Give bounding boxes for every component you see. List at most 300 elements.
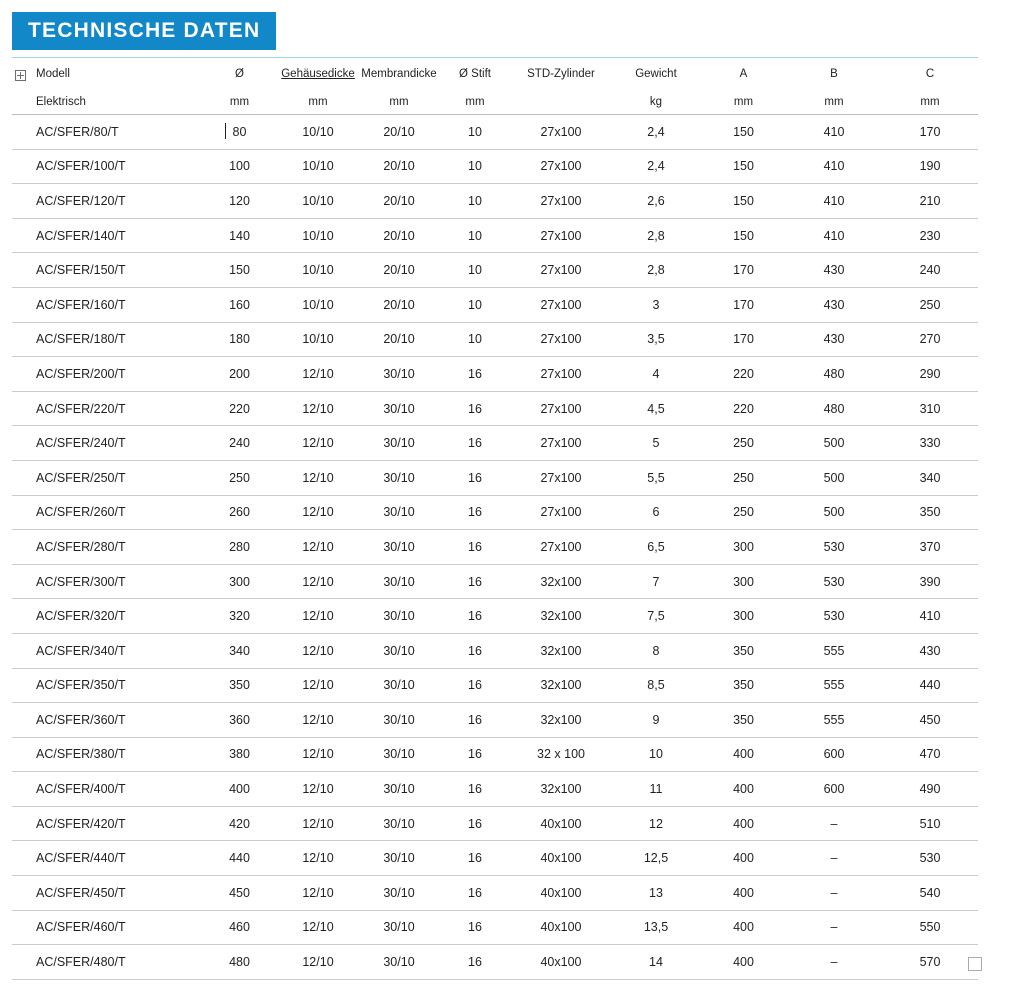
cell-value: 250 [701, 460, 786, 495]
cell-value: 10 [611, 737, 701, 772]
cell-value: – [786, 910, 882, 945]
header-top-rule [12, 57, 978, 58]
cell-modell: AC/SFER/200/T [12, 357, 202, 392]
cell-value: 350 [202, 668, 277, 703]
cell-value: 12/10 [277, 668, 359, 703]
cell-value: – [786, 841, 882, 876]
cell-value: 530 [786, 599, 882, 634]
cell-value: 12/10 [277, 737, 359, 772]
cell-value: 530 [882, 841, 978, 876]
cell-value: 190 [882, 149, 978, 184]
table-row[interactable] [12, 322, 978, 357]
cell-value: 16 [439, 357, 511, 392]
cell-value: 12/10 [277, 703, 359, 738]
cell-modell: AC/SFER/420/T [12, 806, 202, 841]
cell-value: 350 [701, 633, 786, 668]
cell-value: 10/10 [277, 253, 359, 288]
column-header-gewicht [611, 60, 701, 115]
cell-value: 40x100 [511, 841, 611, 876]
cell-value: 410 [786, 115, 882, 150]
table-row[interactable] [12, 184, 978, 219]
table-row[interactable] [12, 703, 978, 738]
column-header-b-unit: mm [824, 96, 844, 108]
cell-value: 11 [611, 772, 701, 807]
cell-value: 12/10 [277, 633, 359, 668]
cell-value: 32x100 [511, 772, 611, 807]
cell-value: 400 [701, 910, 786, 945]
cell-value: 12/10 [277, 945, 359, 980]
cell-value: 16 [439, 460, 511, 495]
cell-value: 10/10 [277, 184, 359, 219]
cell-value: 390 [882, 564, 978, 599]
cell-value: 480 [786, 391, 882, 426]
cell-modell: AC/SFER/380/T [12, 737, 202, 772]
cell-value: 300 [701, 564, 786, 599]
cell-value: 40x100 [511, 876, 611, 911]
cell-value: 16 [439, 668, 511, 703]
table-header-row [12, 60, 978, 115]
cell-value: 400 [701, 737, 786, 772]
cell-value: 550 [882, 910, 978, 945]
cell-value: 400 [701, 806, 786, 841]
cell-value: 340 [202, 633, 277, 668]
cell-value: 27x100 [511, 149, 611, 184]
cell-value: 150 [701, 149, 786, 184]
cell-value: 360 [202, 703, 277, 738]
cell-value: 2,8 [611, 218, 701, 253]
table-row[interactable] [12, 357, 978, 392]
cell-value: 16 [439, 841, 511, 876]
cell-value: 150 [202, 253, 277, 288]
cell-value: 30/10 [359, 530, 439, 565]
cell-value: 10 [439, 253, 511, 288]
cell-modell: AC/SFER/450/T [12, 876, 202, 911]
column-header-modell-line1: Modell [36, 68, 70, 80]
text-cursor [225, 123, 226, 139]
cell-value: 400 [701, 772, 786, 807]
column-header-modell-line2: Elektrisch [36, 96, 86, 108]
cell-value: 27x100 [511, 218, 611, 253]
page-title: TECHNISCHE DATEN [12, 12, 276, 50]
cell-value: 10 [439, 218, 511, 253]
cell-value: 220 [701, 357, 786, 392]
cell-value: 12/10 [277, 772, 359, 807]
cell-value: 460 [202, 910, 277, 945]
cell-value: 20/10 [359, 115, 439, 150]
cell-value: 30/10 [359, 876, 439, 911]
cell-modell: AC/SFER/80/T [12, 115, 202, 150]
cell-value: 480 [786, 357, 882, 392]
cell-value: 40x100 [511, 910, 611, 945]
cell-modell: AC/SFER/240/T [12, 426, 202, 461]
cell-value: 340 [882, 460, 978, 495]
cell-value: 12 [611, 806, 701, 841]
cell-value: 30/10 [359, 357, 439, 392]
column-header-c-unit: mm [920, 96, 940, 108]
cell-value: 27x100 [511, 253, 611, 288]
cell-value: 13,5 [611, 910, 701, 945]
cell-modell: AC/SFER/150/T [12, 253, 202, 288]
cell-value: 16 [439, 772, 511, 807]
cell-value [202, 115, 277, 150]
cell-value: 16 [439, 945, 511, 980]
cell-value: 540 [882, 876, 978, 911]
cell-value: 30/10 [359, 772, 439, 807]
cell-value: 27x100 [511, 391, 611, 426]
cell-value: 200 [202, 357, 277, 392]
cell-value: 32x100 [511, 668, 611, 703]
cell-value: 20/10 [359, 253, 439, 288]
column-header-a [701, 60, 786, 115]
cell-value: 27x100 [511, 530, 611, 565]
cell-value: 380 [202, 737, 277, 772]
cell-value: 6,5 [611, 530, 701, 565]
cell-value: 40x100 [511, 806, 611, 841]
cell-modell: AC/SFER/340/T [12, 633, 202, 668]
cell-value: 12,5 [611, 841, 701, 876]
cell-value: 500 [786, 426, 882, 461]
cell-value: 12/10 [277, 495, 359, 530]
column-header-stift-diameter [439, 60, 511, 115]
cell-value: 12/10 [277, 460, 359, 495]
cell-value: 20/10 [359, 149, 439, 184]
cell-value: 16 [439, 426, 511, 461]
cell-value: – [786, 876, 882, 911]
cell-modell: AC/SFER/250/T [12, 460, 202, 495]
cell-value: 30/10 [359, 910, 439, 945]
table-row[interactable] [12, 806, 978, 841]
column-header-gewicht-label: Gewicht [635, 68, 677, 80]
cell-value: 5 [611, 426, 701, 461]
cell-value: 10 [439, 287, 511, 322]
column-header-diameter-label: Ø [235, 68, 244, 80]
cell-modell: AC/SFER/180/T [12, 322, 202, 357]
table-row[interactable] [12, 287, 978, 322]
cell-modell: AC/SFER/480/T [12, 945, 202, 980]
cell-value: 330 [882, 426, 978, 461]
cell-value: 6 [611, 495, 701, 530]
cell-value: 410 [786, 184, 882, 219]
column-header-modell [12, 60, 202, 115]
column-header-membrandicke-label: Membrandicke [361, 68, 437, 80]
cell-value: 20/10 [359, 218, 439, 253]
cell-value: 280 [202, 530, 277, 565]
cell-value: 14 [611, 945, 701, 980]
column-header-c [882, 60, 978, 115]
cell-value: 100 [202, 149, 277, 184]
cell-value: 30/10 [359, 426, 439, 461]
cell-value: 570 [882, 945, 978, 980]
cell-value: 600 [786, 737, 882, 772]
column-header-membrandicke-unit: mm [389, 96, 409, 108]
cell-value: 430 [786, 253, 882, 288]
cell-value: 12/10 [277, 391, 359, 426]
cell-value: 250 [701, 495, 786, 530]
cell-value: 32x100 [511, 633, 611, 668]
cell-value: 27x100 [511, 495, 611, 530]
cell-value: 440 [202, 841, 277, 876]
cell-value: 30/10 [359, 460, 439, 495]
cell-value: 27x100 [511, 287, 611, 322]
cell-value: 32 x 100 [511, 737, 611, 772]
cell-value: 2,4 [611, 115, 701, 150]
cell-value: 10/10 [277, 218, 359, 253]
table-row[interactable] [12, 841, 978, 876]
technical-data-table-wrapper [12, 60, 978, 980]
column-header-b [786, 60, 882, 115]
cell-value: 12/10 [277, 357, 359, 392]
cell-value: 27x100 [511, 357, 611, 392]
table-row[interactable] [12, 945, 978, 980]
table-row[interactable] [12, 564, 978, 599]
column-header-gehaeusedicke-label: Gehäusedicke [281, 68, 355, 80]
cell-modell: AC/SFER/350/T [12, 668, 202, 703]
cell-modell: AC/SFER/360/T [12, 703, 202, 738]
cell-value: 2,4 [611, 149, 701, 184]
column-header-gehaeusedicke-unit: mm [308, 96, 328, 108]
table-row[interactable] [12, 668, 978, 703]
table-row[interactable] [12, 495, 978, 530]
cell-value: 300 [701, 599, 786, 634]
cell-value: 10 [439, 184, 511, 219]
cell-value: – [786, 806, 882, 841]
column-header-membrandicke [359, 60, 439, 115]
cell-value: 4,5 [611, 391, 701, 426]
expand-icon[interactable] [15, 70, 26, 81]
cell-value: 16 [439, 391, 511, 426]
column-header-gewicht-unit: kg [649, 96, 663, 108]
cell-value: 220 [202, 391, 277, 426]
cell-value: 410 [786, 149, 882, 184]
column-header-diameter-unit: mm [229, 96, 250, 108]
cell-value: 30/10 [359, 945, 439, 980]
cell-value: 400 [701, 945, 786, 980]
cell-value: 10 [439, 322, 511, 357]
cell-value: 250 [882, 287, 978, 322]
cell-value: 250 [202, 460, 277, 495]
cell-value: 480 [202, 945, 277, 980]
cell-modell: AC/SFER/400/T [12, 772, 202, 807]
bottom-right-checkbox[interactable] [968, 957, 982, 971]
cell-value: 16 [439, 806, 511, 841]
table-row[interactable] [12, 910, 978, 945]
cell-modell: AC/SFER/160/T [12, 287, 202, 322]
cell-modell: AC/SFER/220/T [12, 391, 202, 426]
column-header-c-label: C [925, 68, 935, 80]
cell-value: 600 [786, 772, 882, 807]
cell-value: 400 [701, 876, 786, 911]
cell-value: 32x100 [511, 564, 611, 599]
cell-value: 500 [786, 460, 882, 495]
column-header-std-zylinder-label: STD-Zylinder [527, 68, 595, 80]
cell-value: 5,5 [611, 460, 701, 495]
cell-value: 10/10 [277, 322, 359, 357]
cell-value: 27x100 [511, 426, 611, 461]
cell-value: 7,5 [611, 599, 701, 634]
cell-value: 555 [786, 668, 882, 703]
cell-modell: AC/SFER/460/T [12, 910, 202, 945]
cell-value: 20/10 [359, 184, 439, 219]
cell-value: 10 [439, 115, 511, 150]
cell-value: 16 [439, 910, 511, 945]
cell-value: 12/10 [277, 426, 359, 461]
cell-value: 120 [202, 184, 277, 219]
cell-value: 530 [786, 564, 882, 599]
cell-value: 430 [786, 287, 882, 322]
cell-value: 510 [882, 806, 978, 841]
cell-value: 160 [202, 287, 277, 322]
table-row[interactable] [12, 426, 978, 461]
cell-value: 555 [786, 703, 882, 738]
cell-value: 12/10 [277, 876, 359, 911]
cell-value: 270 [882, 322, 978, 357]
table-row[interactable] [12, 460, 978, 495]
cell-value: 8 [611, 633, 701, 668]
cell-value: 12/10 [277, 806, 359, 841]
cell-modell: AC/SFER/120/T [12, 184, 202, 219]
cell-value: 350 [882, 495, 978, 530]
cell-value: 30/10 [359, 391, 439, 426]
table-body [12, 115, 978, 980]
cell-value: 16 [439, 564, 511, 599]
column-header-std-zylinder [511, 60, 611, 115]
cell-value: 170 [882, 115, 978, 150]
cell-modell: AC/SFER/440/T [12, 841, 202, 876]
cell-value: 8,5 [611, 668, 701, 703]
cell-modell: AC/SFER/300/T [12, 564, 202, 599]
cell-value: 240 [202, 426, 277, 461]
cell-value: 320 [202, 599, 277, 634]
cell-value: 210 [882, 184, 978, 219]
cell-value: 400 [701, 841, 786, 876]
cell-value: 170 [701, 253, 786, 288]
cell-value: 12/10 [277, 841, 359, 876]
cell-value: 150 [701, 115, 786, 150]
cell-value: 30/10 [359, 737, 439, 772]
cell-value: 440 [882, 668, 978, 703]
cell-value: 16 [439, 703, 511, 738]
cell-value: 30/10 [359, 806, 439, 841]
table-row[interactable] [12, 218, 978, 253]
cell-value: 27x100 [511, 322, 611, 357]
table-row[interactable] [12, 149, 978, 184]
cell-value: 500 [786, 495, 882, 530]
cell-value: 180 [202, 322, 277, 357]
cell-value: 220 [701, 391, 786, 426]
table-row[interactable] [12, 115, 978, 150]
cell-value: 250 [701, 426, 786, 461]
cell-value: 3,5 [611, 322, 701, 357]
cell-value: 30/10 [359, 668, 439, 703]
cell-modell: AC/SFER/100/T [12, 149, 202, 184]
cell-value: 370 [882, 530, 978, 565]
cell-text: 80 [232, 124, 247, 139]
cell-value: – [786, 945, 882, 980]
table-header [12, 60, 978, 115]
cell-value: 10/10 [277, 149, 359, 184]
cell-value: 9 [611, 703, 701, 738]
column-header-stift-diameter-label: Ø Stift [459, 68, 491, 80]
table-row[interactable] [12, 633, 978, 668]
table-row[interactable] [12, 599, 978, 634]
column-header-gehaeusedicke [277, 60, 359, 115]
cell-value: 20/10 [359, 322, 439, 357]
cell-modell: AC/SFER/320/T [12, 599, 202, 634]
cell-value: 12/10 [277, 910, 359, 945]
cell-value: 170 [701, 287, 786, 322]
cell-value: 450 [882, 703, 978, 738]
cell-value: 12/10 [277, 530, 359, 565]
cell-value: 10/10 [277, 115, 359, 150]
cell-value: 16 [439, 495, 511, 530]
cell-value: 27x100 [511, 115, 611, 150]
technical-data-table [12, 60, 978, 980]
cell-value: 430 [786, 322, 882, 357]
column-header-diameter [202, 60, 277, 115]
cell-value: 555 [786, 633, 882, 668]
cell-value: 30/10 [359, 599, 439, 634]
table-row[interactable] [12, 876, 978, 911]
cell-value: 16 [439, 876, 511, 911]
column-header-a-label: A [739, 68, 748, 80]
table-row[interactable] [12, 253, 978, 288]
cell-value: 30/10 [359, 564, 439, 599]
cell-value: 230 [882, 218, 978, 253]
cell-value: 10 [439, 149, 511, 184]
cell-value: 40x100 [511, 945, 611, 980]
column-header-b-label: B [830, 68, 838, 80]
table-row[interactable] [12, 772, 978, 807]
cell-value: 13 [611, 876, 701, 911]
cell-value: 150 [701, 218, 786, 253]
cell-value: 470 [882, 737, 978, 772]
column-header-a-unit: mm [733, 96, 754, 108]
cell-value: 16 [439, 633, 511, 668]
cell-modell: AC/SFER/140/T [12, 218, 202, 253]
cell-value: 260 [202, 495, 277, 530]
cell-value: 16 [439, 737, 511, 772]
table-row[interactable] [12, 391, 978, 426]
cell-value: 3 [611, 287, 701, 322]
cell-value: 290 [882, 357, 978, 392]
cell-value: 300 [701, 530, 786, 565]
cell-value: 32x100 [511, 703, 611, 738]
cell-value: 2,6 [611, 184, 701, 219]
cell-modell: AC/SFER/260/T [12, 495, 202, 530]
cell-value: 400 [202, 772, 277, 807]
cell-value: 27x100 [511, 184, 611, 219]
cell-value: 30/10 [359, 495, 439, 530]
cell-modell: AC/SFER/280/T [12, 530, 202, 565]
cell-value: 240 [882, 253, 978, 288]
cell-value: 450 [202, 876, 277, 911]
cell-value: 20/10 [359, 287, 439, 322]
cell-value: 12/10 [277, 599, 359, 634]
table-row[interactable] [12, 530, 978, 565]
cell-value: 10/10 [277, 287, 359, 322]
cell-value: 490 [882, 772, 978, 807]
cell-value: 350 [701, 703, 786, 738]
table-row[interactable] [12, 737, 978, 772]
cell-value: 310 [882, 391, 978, 426]
column-header-stift-diameter-unit: mm [465, 96, 485, 108]
cell-value: 16 [439, 530, 511, 565]
cell-value: 300 [202, 564, 277, 599]
cell-value: 410 [882, 599, 978, 634]
cell-value: 16 [439, 599, 511, 634]
cell-value: 12/10 [277, 564, 359, 599]
cell-value: 4 [611, 357, 701, 392]
